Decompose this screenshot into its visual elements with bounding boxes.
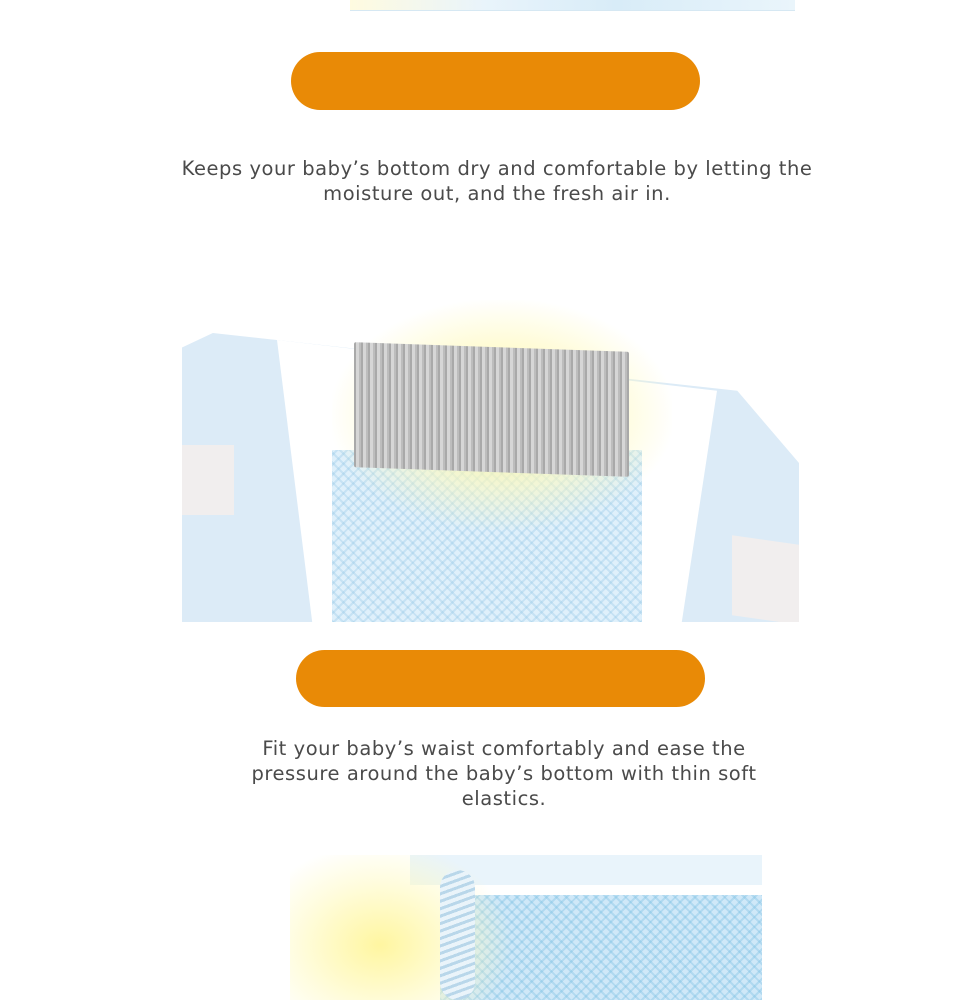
diaper-side-tab-right bbox=[732, 535, 799, 622]
diaper-side-tab-left bbox=[182, 445, 234, 515]
feature-pill-button-1[interactable] bbox=[291, 52, 700, 110]
diaper-image-waistband bbox=[182, 300, 799, 622]
diaper-image-bottom bbox=[290, 855, 762, 1000]
diaper-elastic-band bbox=[354, 342, 629, 477]
diaper-image-top bbox=[350, 0, 795, 11]
highlight-glow-bottom bbox=[290, 855, 510, 1000]
feature-pill-button-2[interactable] bbox=[296, 650, 705, 707]
diaper-leg-ruffle bbox=[440, 870, 475, 1000]
feature-description-1: Keeps your baby’s bottom dry and comfortable by letting the moisture out, and the fresh air in. bbox=[181, 157, 813, 205]
feature-description-2: Fit your baby’s waist comfortably and ease the pressure around the baby’s bottom with thin soft elastics. bbox=[251, 737, 757, 810]
